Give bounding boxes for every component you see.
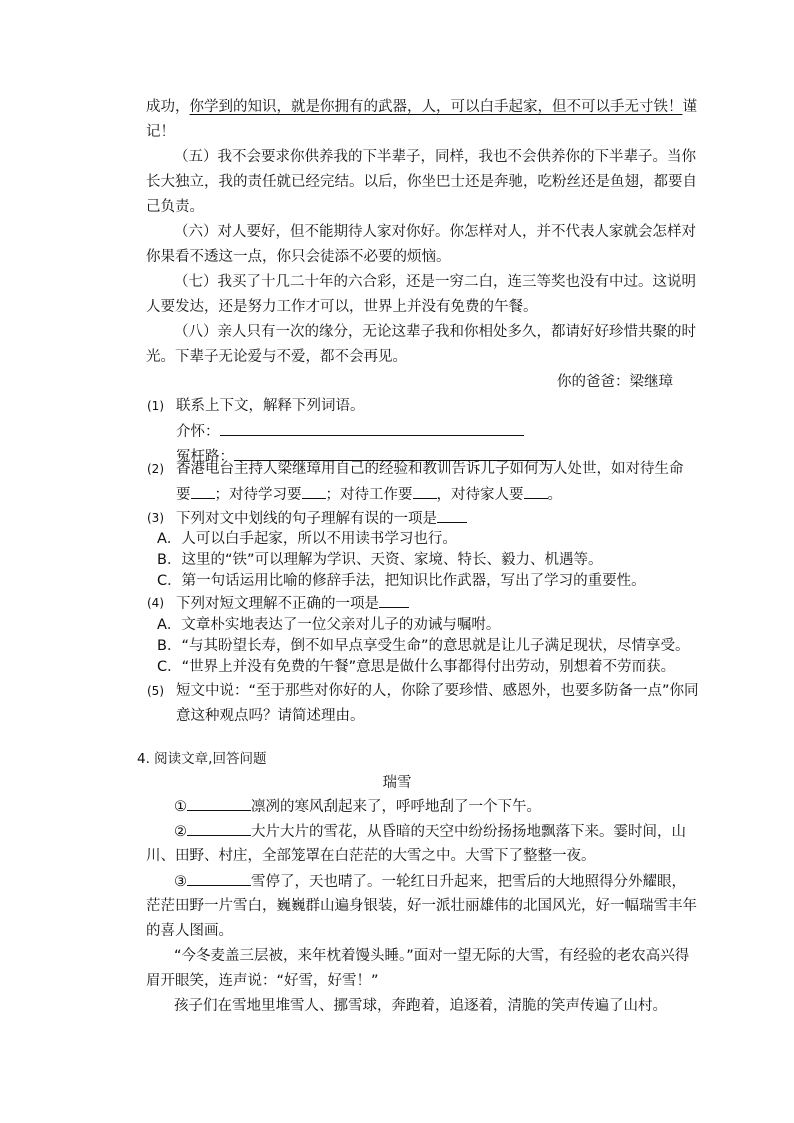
article-paragraph-4-line: 眉开眼笑，连声说：“好雪，好雪！” xyxy=(146,973,379,989)
text-fragment: ；对待学习要 xyxy=(214,487,302,503)
answer-blank[interactable] xyxy=(187,796,251,811)
circled-number: ② xyxy=(174,824,187,840)
text-fragment: 成功， xyxy=(146,99,190,115)
article-paragraph-3 xyxy=(174,871,686,892)
question-1-item xyxy=(176,421,524,442)
paragraph-5-line: 己负责。 xyxy=(146,199,204,215)
paragraph-7-line: 人要发达，还是努力工作才可以，世界上并没有免费的午餐。 xyxy=(146,299,538,315)
question-2-line xyxy=(176,484,562,505)
question-number: (3) xyxy=(147,511,164,525)
paragraph-5-line: （五）我不会要求你供养我的下半辈子，同样，我也不会供养你的下半辈子。当你 xyxy=(174,149,696,165)
text-fragment: 凛冽的寒风刮起来了，呼呼地刮了一个下午。 xyxy=(251,799,541,815)
article-paragraph-3-line: 茫茫田野一片雪白，巍巍群山遍身银装，好一派壮丽雄伟的北国风光，好一幅瑞雪丰年 xyxy=(146,898,697,914)
text-line xyxy=(146,97,697,117)
text-fragment: 。 xyxy=(547,487,562,503)
option-c[interactable]: C．第一句话运用比喻的修辞手法，把知识比作武器，写出了学习的重要性。 xyxy=(157,573,646,589)
text-fragment: 大片大片的雪花，从昏暗的天空中纷纷扬扬地飘落下来。霎时间，山 xyxy=(251,824,686,840)
option-b[interactable]: B．这里的“铁”可以理解为学识、天资、家境、特长、毅力、机遇等。 xyxy=(157,552,603,568)
question-3-text xyxy=(176,508,467,529)
article-paragraph-1 xyxy=(174,796,541,817)
circled-number: ③ xyxy=(174,874,187,890)
paragraph-8-line: （八）亲人只有一次的缘分，无论这辈子我和你相处多久，都请好好珍惜共聚的时 xyxy=(174,324,696,340)
text-fragment: ，对待家人要 xyxy=(436,487,524,503)
paragraph-6-line: 你果看不透这一点，你只会徒添不必要的烦恼。 xyxy=(146,249,451,265)
question-number: (2) xyxy=(147,462,164,476)
paragraph-8-line: 光。下辈子无论爱与不爱，都不会再见。 xyxy=(146,349,407,365)
text-fragment: 谨 xyxy=(682,99,697,115)
option-a[interactable]: A．文章朴实地表达了一位父亲对儿子的劝诫与嘱咐。 xyxy=(157,617,501,633)
answer-blank[interactable] xyxy=(302,484,326,499)
article-title: 瑞雪 xyxy=(382,775,412,791)
underlined-sentence: 你学到的知识，就是你拥有的武器，人，可以白手起家，但不可以手无寸铁！ xyxy=(189,99,683,115)
question-number: (1) xyxy=(147,399,164,413)
answer-blank[interactable] xyxy=(187,821,251,836)
circled-number: ① xyxy=(174,799,187,815)
question-1-text: 联系上下文，解释下列词语。 xyxy=(176,398,365,414)
article-paragraph-5-line: 孩子们在雪地里堆雪人、挪雪球，奔跑着，追逐着，清脆的笑声传遍了山村。 xyxy=(174,998,667,1014)
answer-blank[interactable] xyxy=(413,484,437,499)
answer-blank[interactable] xyxy=(379,593,409,608)
paragraph-7-line: （七）我买了十几二十年的六合彩，还是一穷二白，连三等奖也没有中过。这说明 xyxy=(174,274,696,290)
question-number: (5) xyxy=(147,684,164,698)
article-paragraph-4-line: “今冬麦盖三层被，来年枕着馒头睡。”面对一望无际的大雪，有经验的老农高兴得 xyxy=(174,948,690,964)
question-3-prompt: 下列对文中划线的句子理解有误的一项是 xyxy=(176,511,437,527)
term-label: 介怀： xyxy=(176,424,220,440)
article-paragraph-2 xyxy=(174,821,686,842)
article-paragraph-3-line: 的喜人图画。 xyxy=(146,923,233,939)
question-2-line: 香港电台主持人梁继璋用自己的经验和教训告诉儿子如何为人处世，如对待生命 xyxy=(176,461,684,477)
option-b[interactable]: B．“与其盼望长寿，倒不如早点享受生命”的意思就是让儿子满足现状，尽情享受。 xyxy=(157,638,690,654)
section-heading: 4. 阅读文章,回答问题 xyxy=(137,751,267,767)
signature: 你的爸爸：梁继璋 xyxy=(557,374,673,390)
answer-blank[interactable] xyxy=(437,508,467,523)
question-4-text xyxy=(176,593,409,614)
text-fragment: 要 xyxy=(176,487,191,503)
term-label: 冤枉路： xyxy=(176,449,234,465)
article-paragraph-2-line: 川、田野、村庄，全部笼罩在白茫茫的大雪之中。大雪下了整整一夜。 xyxy=(146,848,596,864)
text-fragment: ；对待工作要 xyxy=(325,487,413,503)
answer-blank[interactable] xyxy=(191,484,215,499)
answer-blank[interactable] xyxy=(220,421,524,436)
paragraph-6-line: （六）对人要好，但不能期待人家对你好。你怎样对人，并不代表人家就会怎样对 xyxy=(174,224,696,240)
answer-blank[interactable] xyxy=(524,484,548,499)
question-5-line: 意这种观点吗？请简述理由。 xyxy=(176,708,365,724)
answer-blank[interactable] xyxy=(187,871,251,886)
text-fragment: 雪停了，天也晴了。一轮红日升起来，把雪后的大地照得分外耀眼， xyxy=(251,874,686,890)
option-c[interactable]: C．“世界上并没有免费的午餐”意思是做什么事都得付出劳动，别想着不劳而获。 xyxy=(157,659,676,675)
paragraph-5-line: 长大独立，我的责任就已经完结。以后，你坐巴士还是奔驰，吃粉丝还是鱼翅，都要自 xyxy=(146,174,697,190)
question-5-line: 短文中说：“至于那些对你好的人，你除了要珍惜、感恩外，也要多防备一点”你同 xyxy=(176,683,699,699)
question-number: (4) xyxy=(147,596,164,610)
text-line: 记！ xyxy=(146,124,175,140)
option-a[interactable]: A．人可以白手起家，所以不用读书学习也行。 xyxy=(157,531,457,547)
question-4-prompt: 下列对短文理解不正确的一项是 xyxy=(176,596,379,612)
